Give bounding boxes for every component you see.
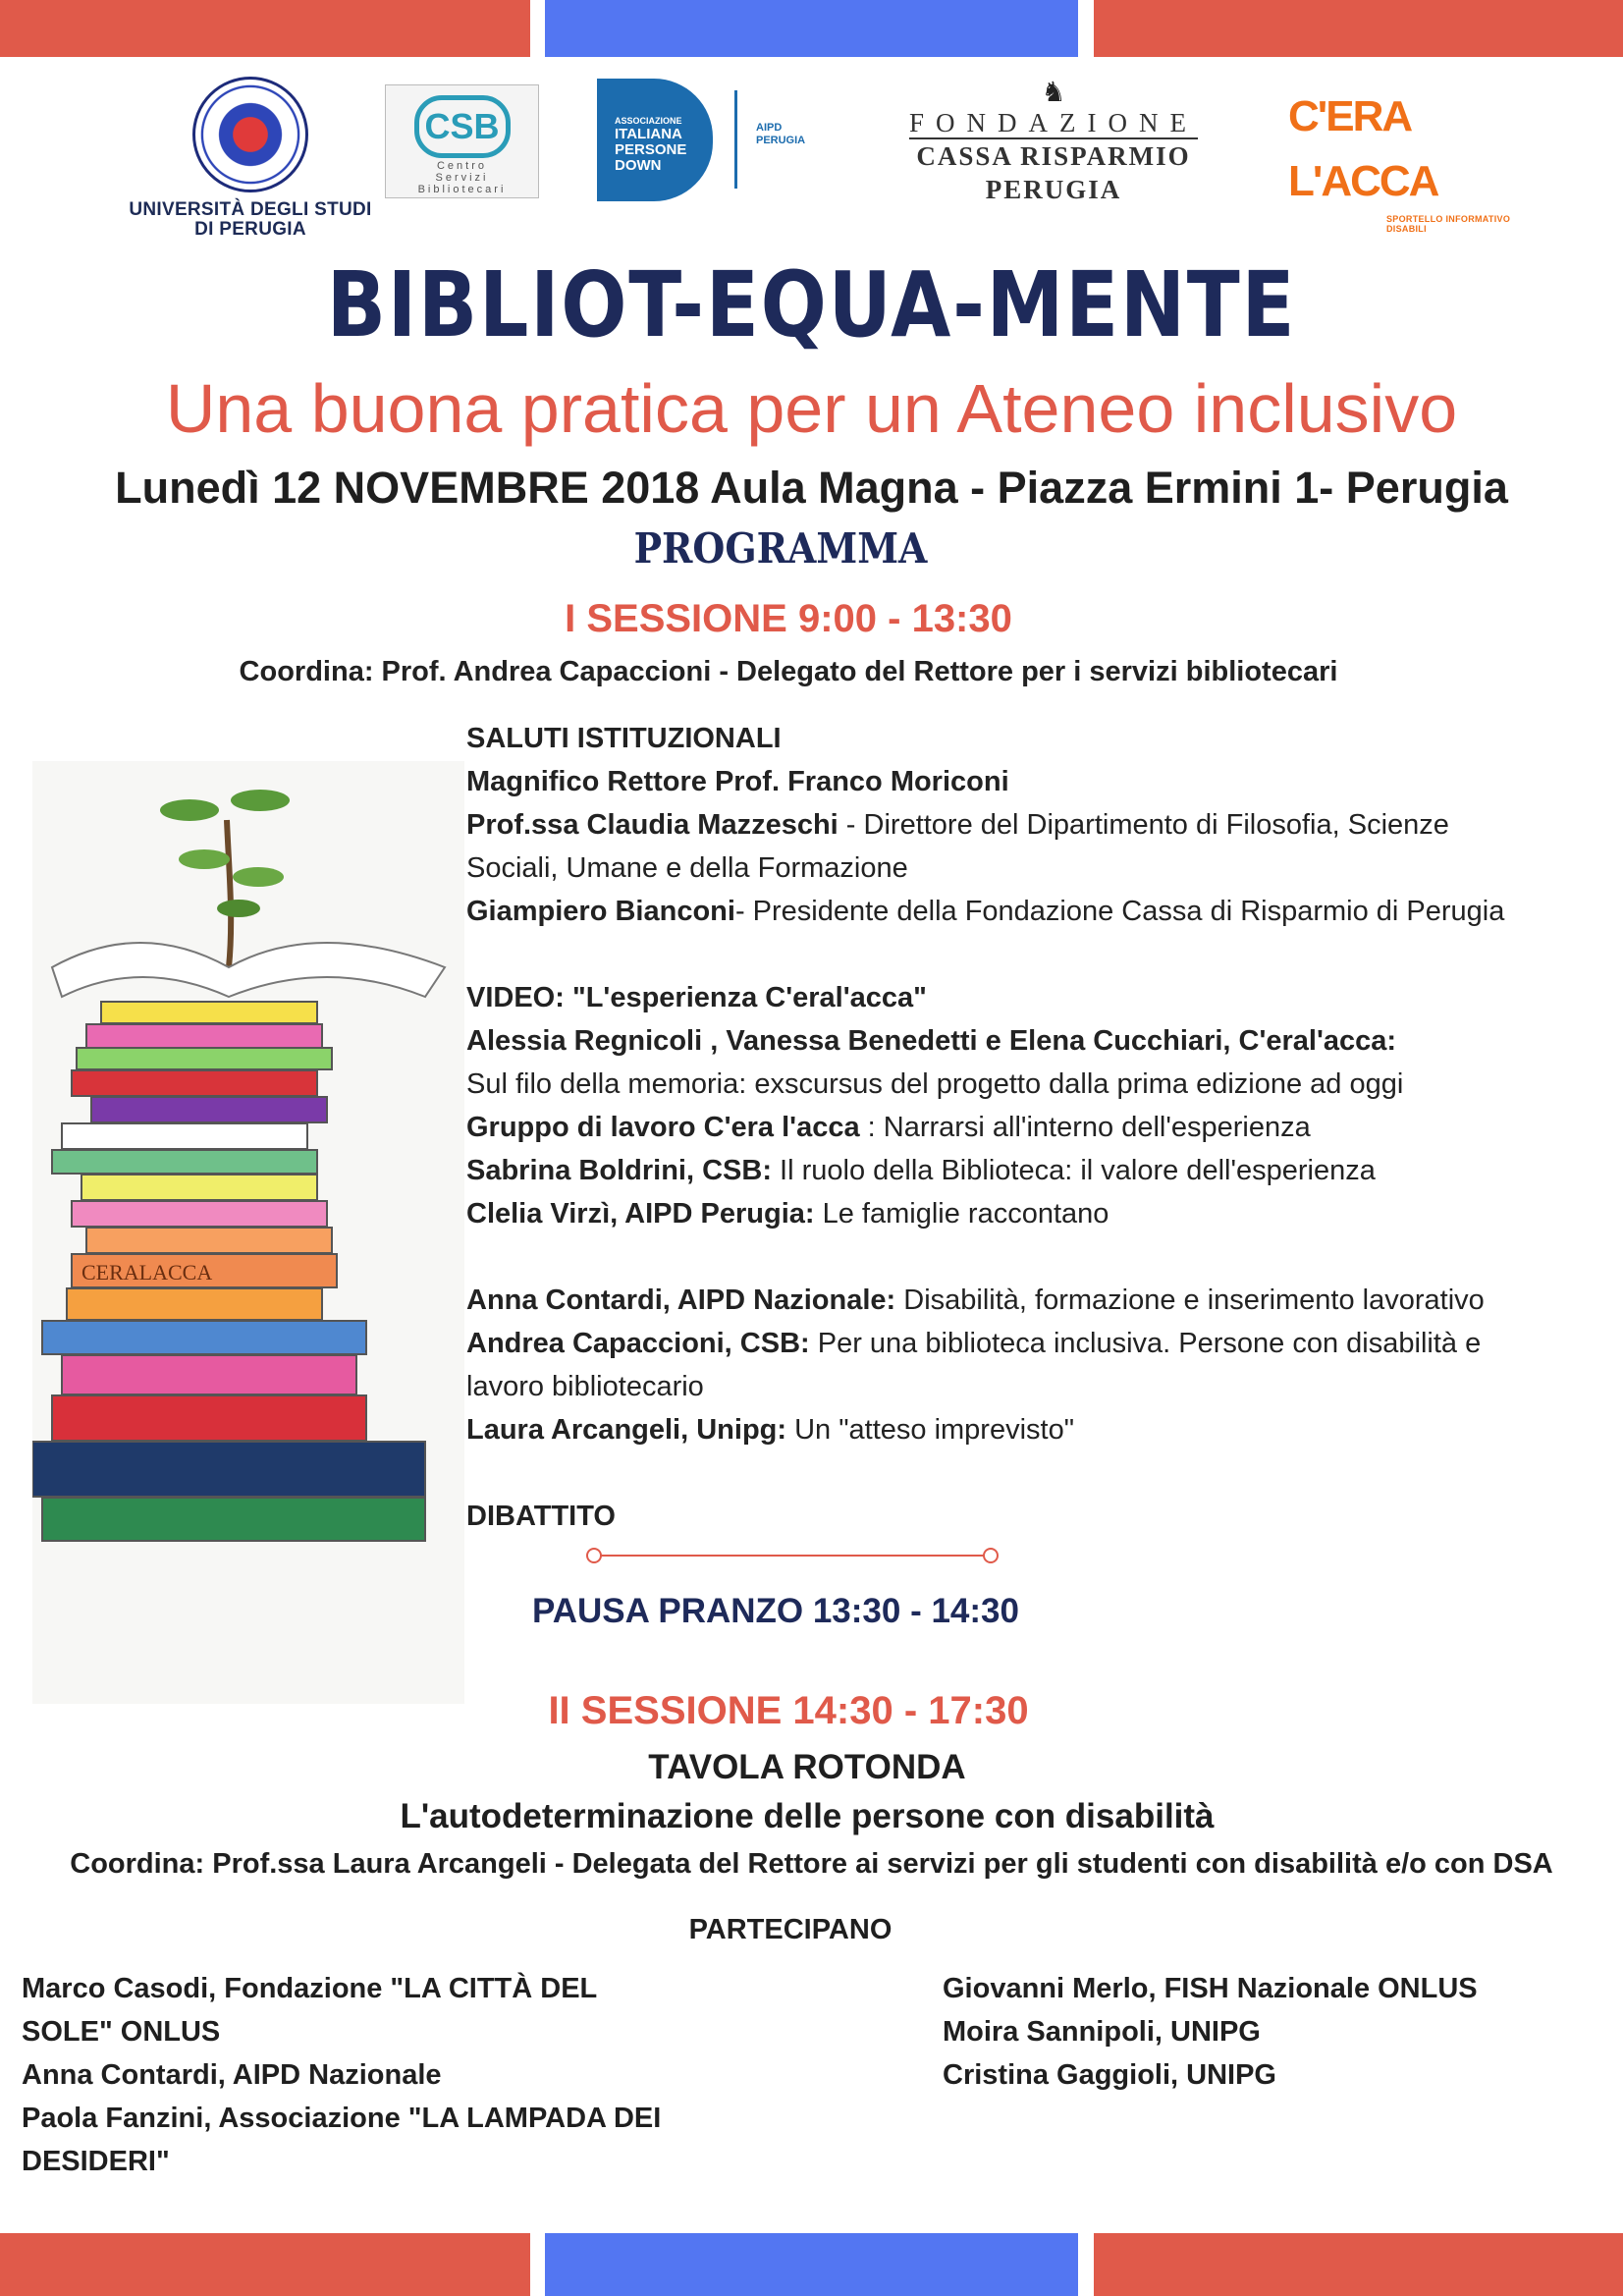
list-item: Moira Sannipoli, UNIPG <box>943 2016 1261 2048</box>
programma-heading: PROGRAMMA <box>633 524 928 573</box>
participants-heading: PARTECIPANO <box>688 1914 893 1945</box>
aipd-logo: ASSOCIAZIONE ITALIANA PERSONE DOWN AIPD PERUGIA <box>597 79 815 201</box>
participants-right <box>943 1967 1591 2097</box>
top-bar-center <box>545 0 1078 57</box>
csb-logo: CSB Centro Servizi Bibliotecari <box>385 84 539 198</box>
page-title: BIBLIOT-EQUA-MENTE <box>326 252 1297 357</box>
session1-coordinator: Coordina: Prof. Andrea Capaccioni - Delegato del Rettore per i servizi bibliotecari <box>239 656 1338 687</box>
bottom-bar-center <box>545 2233 1078 2296</box>
lunch-break: PAUSA PRANZO 13:30 - 14:30 <box>532 1592 1019 1630</box>
unipg-seal-icon <box>192 77 308 192</box>
session2-title: II SESSIONE 14:30 - 17:30 <box>548 1689 1029 1732</box>
books-stack-illustration <box>32 761 464 1704</box>
event-dateline: Lunedì 12 NOVEMBRE 2018 Aula Magna - Piazza Ermini 1- Perugia <box>115 463 1508 513</box>
list-item: SOLE" ONLUS <box>22 2016 221 2048</box>
list-item: Anna Contardi, AIPD Nazionale <box>22 2059 442 2091</box>
griffin-icon: ♞ <box>1041 77 1066 107</box>
top-bar-left <box>0 0 530 57</box>
books-stack-icon <box>32 761 464 1704</box>
bottom-bar-left <box>0 2233 530 2296</box>
list-item: Cristina Gaggioli, UNIPG <box>943 2059 1276 2091</box>
session1-title: I SESSIONE 9:00 - 13:30 <box>565 597 1012 640</box>
participants-left <box>22 1967 729 2183</box>
list-item: DESIDERI" <box>22 2146 170 2177</box>
top-bar-right <box>1094 0 1623 57</box>
list-item: Marco Casodi, Fondazione "LA CITTÀ DEL <box>22 1973 598 2004</box>
list-item: Paola Fanzini, Associazione "LA LAMPADA DEI <box>22 2103 662 2134</box>
page-subtitle: Una buona pratica per un Ateneo inclusivo <box>165 370 1458 447</box>
divider <box>586 1548 999 1563</box>
bottom-bar-right <box>1094 2233 1623 2296</box>
unipg-name: UNIVERSITÀ DEGLI STUDI DI PERUGIA <box>129 199 372 240</box>
books-label: CERALACCA <box>81 1260 213 1285</box>
fondazione-logo: ♞ FONDAZIONE CASSA RISPARMIO PERUGIA <box>876 77 1231 180</box>
round-table-topic: L'autodeterminazione delle persone con disabilità <box>400 1797 1215 1835</box>
round-table-heading: TAVOLA ROTONDA <box>648 1748 966 1786</box>
session2-coordinator: Coordina: Prof.ssa Laura Arcangeli - Delegata del Rettore ai servizi per gli studenti con disabilità e/o con DSA <box>70 1848 1553 1880</box>
session1-program: SALUTI ISTITUZIONALI Magnifico Rettore Prof. Franco Moriconi Prof.ssa Claudia Mazzeschi - Direttore del Dipartimento di Filosofia, Scienze Sociali, Umane e della Formazione Giampiero Bianconi- Presidente della Fondazione Cassa di Risparmio di Perugia VIDEO: "L'esperienza C'eral'acca" Alessia Regnicoli , Vanessa Benedetti e Elena Cucchiari, C'eral'acca: Sul filo della memoria: exscursus del progetto dalla prima edizione ad oggi Gruppo di lavoro C'era l'acca : Narrarsi all'interno dell'esperienza Sabrina Boldrini, CSB: Il ruolo della Biblioteca: il valore dell'esperienza Clelia Virzì, AIPD Perugia: Le famiglie raccontano Anna Contardi, AIPD Nazionale: Disabilità, formazione e inserimento lavorativo Andrea Capaccioni, CSB: Per una biblioteca inclusiva. Persone con disabilità e lavoro bibliotecario Laura Arcangeli, Unipg: Un "atteso imprevisto" DIBATTITO <box>466 723 1505 1532</box>
list-item: Giovanni Merlo, FISH Nazionale ONLUS <box>943 1973 1478 2004</box>
unipg-logo <box>128 77 373 258</box>
ceralacca-logo: C'ERA L'ACCA SPORTELLO INFORMATIVO DISABILI <box>1288 92 1511 234</box>
